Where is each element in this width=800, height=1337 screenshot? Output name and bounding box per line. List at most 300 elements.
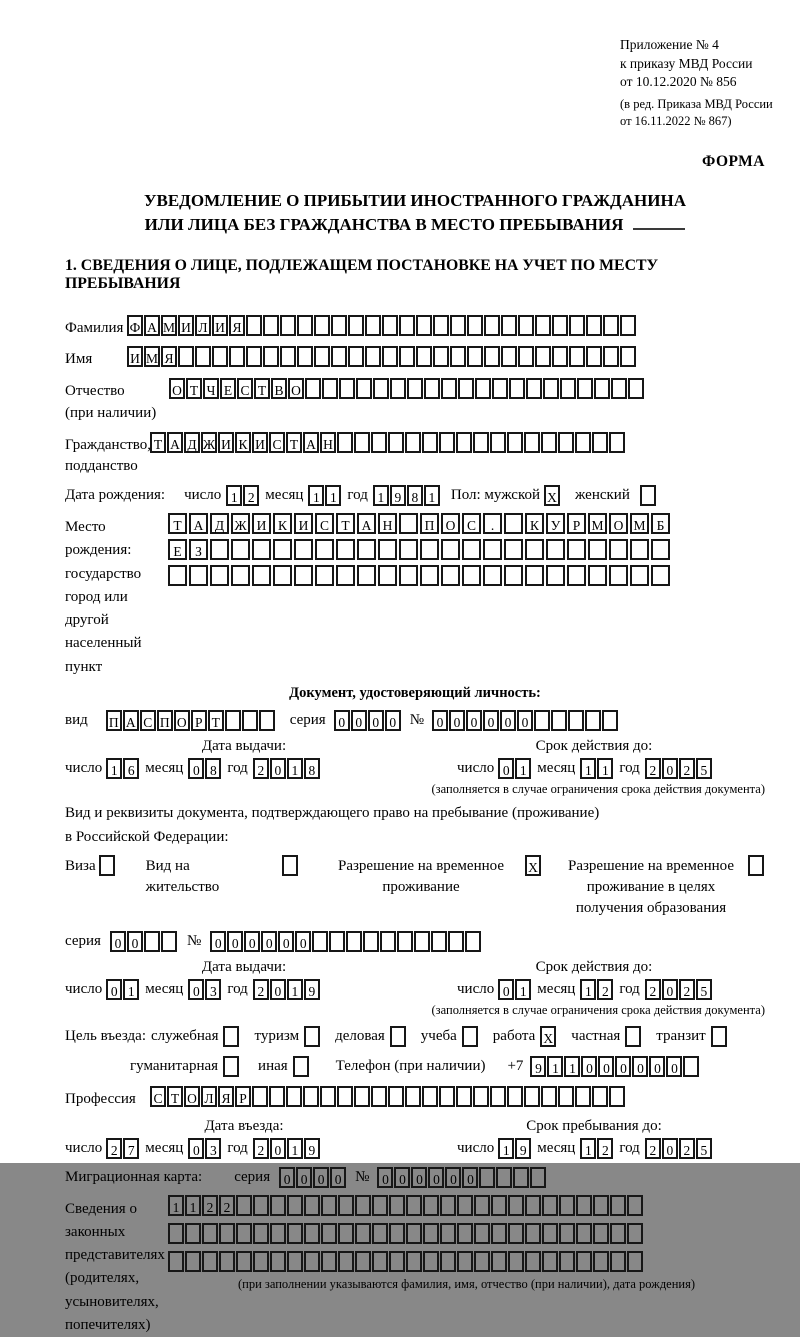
char-cell[interactable]: 1 <box>373 485 389 506</box>
char-cell[interactable] <box>552 346 568 367</box>
char-cell[interactable]: 0 <box>334 710 350 731</box>
char-cell[interactable] <box>282 855 298 876</box>
char-cell[interactable] <box>223 1026 239 1047</box>
char-cell[interactable] <box>406 1251 422 1272</box>
char-cell[interactable] <box>569 315 585 336</box>
char-cell[interactable] <box>483 565 502 586</box>
char-cell[interactable] <box>534 710 550 731</box>
char-cell[interactable] <box>210 539 229 560</box>
char-cell[interactable] <box>270 1195 286 1216</box>
char-cell[interactable] <box>405 1086 421 1107</box>
char-cell[interactable]: 2 <box>106 1138 122 1159</box>
char-cell[interactable] <box>144 931 160 952</box>
char-cell[interactable] <box>575 432 591 453</box>
char-cell[interactable] <box>543 378 559 399</box>
char-cell[interactable]: 0 <box>662 1138 678 1159</box>
char-cell[interactable] <box>462 539 481 560</box>
char-cell[interactable] <box>439 432 455 453</box>
char-cell[interactable] <box>450 315 466 336</box>
char-cell[interactable] <box>253 1223 269 1244</box>
char-cell[interactable]: 1 <box>580 979 596 1000</box>
char-cell[interactable] <box>474 1223 490 1244</box>
char-cell[interactable] <box>304 1195 320 1216</box>
char-cell[interactable] <box>609 1086 625 1107</box>
char-cell[interactable] <box>253 1195 269 1216</box>
char-cell[interactable]: Д <box>210 513 229 534</box>
char-cell[interactable] <box>273 565 292 586</box>
char-cell[interactable]: Т <box>336 513 355 534</box>
char-cell[interactable] <box>651 539 670 560</box>
char-cell[interactable] <box>474 1251 490 1272</box>
char-cell[interactable] <box>492 378 508 399</box>
char-cell[interactable] <box>315 539 334 560</box>
char-cell[interactable]: 1 <box>547 1056 563 1077</box>
char-cell[interactable] <box>212 346 228 367</box>
char-cell[interactable] <box>440 1251 456 1272</box>
char-cell[interactable] <box>491 1195 507 1216</box>
char-cell[interactable]: 1 <box>580 758 596 779</box>
char-cell[interactable] <box>525 1251 541 1272</box>
char-cell[interactable] <box>346 931 362 952</box>
char-cell[interactable]: 1 <box>185 1195 201 1216</box>
char-cell[interactable] <box>609 432 625 453</box>
char-cell[interactable]: X <box>525 855 541 876</box>
char-cell[interactable] <box>321 1223 337 1244</box>
char-cell[interactable]: 0 <box>394 1167 410 1188</box>
char-cell[interactable]: С <box>269 432 285 453</box>
char-cell[interactable]: О <box>169 378 185 399</box>
char-cell[interactable]: 9 <box>304 979 320 1000</box>
char-cell[interactable] <box>280 346 296 367</box>
char-cell[interactable]: 1 <box>325 485 341 506</box>
char-cell[interactable] <box>552 315 568 336</box>
char-cell[interactable] <box>504 513 523 534</box>
char-cell[interactable] <box>422 1086 438 1107</box>
char-cell[interactable] <box>433 315 449 336</box>
char-cell[interactable]: А <box>167 432 183 453</box>
char-cell[interactable] <box>630 539 649 560</box>
char-cell[interactable] <box>484 315 500 336</box>
char-cell[interactable] <box>462 1026 478 1047</box>
char-cell[interactable]: И <box>252 432 268 453</box>
char-cell[interactable]: 2 <box>253 979 269 1000</box>
char-cell[interactable] <box>378 565 397 586</box>
char-cell[interactable] <box>348 346 364 367</box>
char-cell[interactable] <box>273 539 292 560</box>
char-cell[interactable] <box>594 378 610 399</box>
char-cell[interactable] <box>484 346 500 367</box>
char-cell[interactable] <box>388 432 404 453</box>
char-cell[interactable] <box>448 931 464 952</box>
char-cell[interactable]: 0 <box>261 931 277 952</box>
char-cell[interactable]: О <box>184 1086 200 1107</box>
char-cell[interactable] <box>525 539 544 560</box>
char-cell[interactable]: А <box>303 432 319 453</box>
char-cell[interactable] <box>356 378 372 399</box>
char-cell[interactable] <box>304 1026 320 1047</box>
char-cell[interactable] <box>390 1026 406 1047</box>
char-cell[interactable] <box>559 1251 575 1272</box>
char-cell[interactable]: 1 <box>580 1138 596 1159</box>
char-cell[interactable] <box>397 931 413 952</box>
char-cell[interactable]: Р <box>191 710 207 731</box>
char-cell[interactable] <box>399 565 418 586</box>
char-cell[interactable] <box>603 346 619 367</box>
char-cell[interactable]: С <box>237 378 253 399</box>
char-cell[interactable] <box>509 378 525 399</box>
char-cell[interactable] <box>576 1223 592 1244</box>
char-cell[interactable]: 8 <box>407 485 423 506</box>
char-cell[interactable]: 0 <box>432 710 448 731</box>
char-cell[interactable]: 0 <box>270 979 286 1000</box>
char-cell[interactable] <box>223 1056 239 1077</box>
char-cell[interactable]: 5 <box>696 758 712 779</box>
char-cell[interactable]: 3 <box>205 979 221 1000</box>
char-cell[interactable]: 2 <box>645 758 661 779</box>
char-cell[interactable] <box>546 539 565 560</box>
char-cell[interactable] <box>524 1086 540 1107</box>
char-cell[interactable] <box>280 315 296 336</box>
char-cell[interactable]: С <box>140 710 156 731</box>
char-cell[interactable] <box>252 565 271 586</box>
char-cell[interactable]: В <box>271 378 287 399</box>
char-cell[interactable] <box>504 565 523 586</box>
char-cell[interactable] <box>388 1086 404 1107</box>
char-cell[interactable]: 0 <box>295 931 311 952</box>
char-cell[interactable] <box>315 565 334 586</box>
char-cell[interactable] <box>304 1223 320 1244</box>
char-cell[interactable] <box>399 346 415 367</box>
char-cell[interactable] <box>627 1195 643 1216</box>
char-cell[interactable] <box>338 1195 354 1216</box>
char-cell[interactable] <box>263 346 279 367</box>
char-cell[interactable]: Р <box>235 1086 251 1107</box>
char-cell[interactable] <box>501 315 517 336</box>
char-cell[interactable]: 0 <box>278 931 294 952</box>
char-cell[interactable] <box>355 1195 371 1216</box>
char-cell[interactable] <box>202 1251 218 1272</box>
char-cell[interactable] <box>586 346 602 367</box>
char-cell[interactable]: . <box>483 513 502 534</box>
char-cell[interactable]: С <box>315 513 334 534</box>
char-cell[interactable]: 9 <box>515 1138 531 1159</box>
char-cell[interactable] <box>559 1195 575 1216</box>
char-cell[interactable] <box>297 315 313 336</box>
char-cell[interactable] <box>610 1195 626 1216</box>
char-cell[interactable]: И <box>294 513 313 534</box>
char-cell[interactable] <box>490 1086 506 1107</box>
char-cell[interactable] <box>372 1195 388 1216</box>
char-cell[interactable]: Д <box>184 432 200 453</box>
char-cell[interactable] <box>551 710 567 731</box>
char-cell[interactable] <box>627 1223 643 1244</box>
char-cell[interactable]: А <box>123 710 139 731</box>
char-cell[interactable] <box>365 315 381 336</box>
char-cell[interactable] <box>526 378 542 399</box>
char-cell[interactable]: О <box>441 513 460 534</box>
char-cell[interactable]: 2 <box>679 979 695 1000</box>
char-cell[interactable] <box>363 931 379 952</box>
char-cell[interactable]: 9 <box>304 1138 320 1159</box>
char-cell[interactable]: 8 <box>205 758 221 779</box>
char-cell[interactable] <box>348 315 364 336</box>
char-cell[interactable] <box>314 315 330 336</box>
char-cell[interactable] <box>422 432 438 453</box>
char-cell[interactable] <box>210 565 229 586</box>
char-cell[interactable]: 0 <box>445 1167 461 1188</box>
char-cell[interactable] <box>575 1086 591 1107</box>
char-cell[interactable] <box>711 1026 727 1047</box>
char-cell[interactable] <box>620 315 636 336</box>
char-cell[interactable] <box>467 315 483 336</box>
char-cell[interactable] <box>286 1086 302 1107</box>
char-cell[interactable] <box>431 931 447 952</box>
char-cell[interactable] <box>168 1251 184 1272</box>
char-cell[interactable] <box>508 1251 524 1272</box>
char-cell[interactable] <box>337 1086 353 1107</box>
char-cell[interactable] <box>382 315 398 336</box>
char-cell[interactable] <box>219 1223 235 1244</box>
char-cell[interactable]: М <box>630 513 649 534</box>
char-cell[interactable]: М <box>144 346 160 367</box>
char-cell[interactable] <box>483 539 502 560</box>
char-cell[interactable] <box>586 315 602 336</box>
char-cell[interactable] <box>399 315 415 336</box>
char-cell[interactable] <box>99 855 115 876</box>
char-cell[interactable] <box>420 539 439 560</box>
char-cell[interactable]: З <box>189 539 208 560</box>
char-cell[interactable]: 0 <box>106 979 122 1000</box>
char-cell[interactable]: 0 <box>279 1167 295 1188</box>
char-cell[interactable]: 2 <box>645 979 661 1000</box>
char-cell[interactable] <box>168 565 187 586</box>
char-cell[interactable] <box>683 1056 699 1077</box>
char-cell[interactable] <box>189 565 208 586</box>
char-cell[interactable] <box>627 1251 643 1272</box>
char-cell[interactable] <box>185 1251 201 1272</box>
char-cell[interactable] <box>628 378 644 399</box>
char-cell[interactable] <box>231 539 250 560</box>
char-cell[interactable] <box>416 346 432 367</box>
char-cell[interactable]: Т <box>208 710 224 731</box>
char-cell[interactable] <box>462 565 481 586</box>
char-cell[interactable] <box>202 1223 218 1244</box>
char-cell[interactable] <box>541 432 557 453</box>
char-cell[interactable] <box>577 378 593 399</box>
char-cell[interactable] <box>336 565 355 586</box>
char-cell[interactable] <box>378 539 397 560</box>
char-cell[interactable] <box>405 432 421 453</box>
char-cell[interactable] <box>441 378 457 399</box>
char-cell[interactable]: 0 <box>244 931 260 952</box>
char-cell[interactable] <box>424 378 440 399</box>
char-cell[interactable]: О <box>609 513 628 534</box>
char-cell[interactable]: 0 <box>483 710 499 731</box>
char-cell[interactable] <box>287 1195 303 1216</box>
char-cell[interactable]: Т <box>286 432 302 453</box>
char-cell[interactable] <box>389 1223 405 1244</box>
char-cell[interactable]: Т <box>167 1086 183 1107</box>
char-cell[interactable] <box>185 1223 201 1244</box>
char-cell[interactable] <box>178 346 194 367</box>
char-cell[interactable] <box>420 565 439 586</box>
char-cell[interactable]: 2 <box>597 979 613 1000</box>
char-cell[interactable] <box>457 1223 473 1244</box>
char-cell[interactable] <box>357 565 376 586</box>
char-cell[interactable]: 0 <box>110 931 126 952</box>
char-cell[interactable]: К <box>525 513 544 534</box>
char-cell[interactable]: 1 <box>287 979 303 1000</box>
char-cell[interactable]: С <box>462 513 481 534</box>
char-cell[interactable]: 0 <box>330 1167 346 1188</box>
char-cell[interactable]: 6 <box>123 758 139 779</box>
char-cell[interactable] <box>525 565 544 586</box>
char-cell[interactable]: Ж <box>201 432 217 453</box>
char-cell[interactable] <box>508 1195 524 1216</box>
char-cell[interactable]: Т <box>150 432 166 453</box>
char-cell[interactable]: И <box>252 513 271 534</box>
char-cell[interactable] <box>287 1251 303 1272</box>
char-cell[interactable]: 0 <box>188 758 204 779</box>
char-cell[interactable]: М <box>588 513 607 534</box>
char-cell[interactable]: 5 <box>696 1138 712 1159</box>
char-cell[interactable] <box>331 346 347 367</box>
char-cell[interactable]: 1 <box>515 979 531 1000</box>
char-cell[interactable]: 9 <box>530 1056 546 1077</box>
char-cell[interactable]: 1 <box>597 758 613 779</box>
char-cell[interactable]: X <box>540 1026 556 1047</box>
char-cell[interactable] <box>293 1056 309 1077</box>
char-cell[interactable]: Я <box>229 315 245 336</box>
char-cell[interactable] <box>297 346 313 367</box>
char-cell[interactable]: К <box>235 432 251 453</box>
char-cell[interactable]: Т <box>168 513 187 534</box>
char-cell[interactable] <box>246 346 262 367</box>
char-cell[interactable] <box>423 1223 439 1244</box>
char-cell[interactable]: 0 <box>632 1056 648 1077</box>
char-cell[interactable] <box>456 432 472 453</box>
char-cell[interactable]: 1 <box>106 758 122 779</box>
char-cell[interactable]: И <box>127 346 143 367</box>
char-cell[interactable]: X <box>544 485 560 506</box>
char-cell[interactable] <box>465 931 481 952</box>
char-cell[interactable]: 0 <box>500 710 516 731</box>
char-cell[interactable] <box>329 931 345 952</box>
char-cell[interactable] <box>294 539 313 560</box>
char-cell[interactable] <box>479 1167 495 1188</box>
char-cell[interactable]: 0 <box>296 1167 312 1188</box>
char-cell[interactable] <box>242 710 258 731</box>
char-cell[interactable]: 2 <box>219 1195 235 1216</box>
char-cell[interactable]: М <box>161 315 177 336</box>
char-cell[interactable] <box>576 1195 592 1216</box>
char-cell[interactable]: А <box>144 315 160 336</box>
char-cell[interactable]: Т <box>186 378 202 399</box>
char-cell[interactable] <box>259 710 275 731</box>
char-cell[interactable]: И <box>212 315 228 336</box>
char-cell[interactable]: Я <box>218 1086 234 1107</box>
char-cell[interactable] <box>423 1251 439 1272</box>
char-cell[interactable]: Б <box>651 513 670 534</box>
char-cell[interactable] <box>246 315 262 336</box>
char-cell[interactable] <box>542 1223 558 1244</box>
char-cell[interactable] <box>473 432 489 453</box>
char-cell[interactable]: Е <box>220 378 236 399</box>
char-cell[interactable] <box>219 1251 235 1272</box>
char-cell[interactable] <box>380 931 396 952</box>
char-cell[interactable]: Ф <box>127 315 143 336</box>
char-cell[interactable]: Ч <box>203 378 219 399</box>
char-cell[interactable]: Л <box>201 1086 217 1107</box>
char-cell[interactable]: П <box>157 710 173 731</box>
char-cell[interactable] <box>558 432 574 453</box>
char-cell[interactable]: 0 <box>377 1167 393 1188</box>
char-cell[interactable]: 0 <box>270 758 286 779</box>
char-cell[interactable] <box>252 539 271 560</box>
char-cell[interactable] <box>371 432 387 453</box>
char-cell[interactable]: 0 <box>210 931 226 952</box>
char-cell[interactable]: 1 <box>424 485 440 506</box>
char-cell[interactable] <box>416 315 432 336</box>
char-cell[interactable] <box>355 1251 371 1272</box>
char-cell[interactable] <box>610 1251 626 1272</box>
char-cell[interactable] <box>630 565 649 586</box>
char-cell[interactable]: 1 <box>168 1195 184 1216</box>
char-cell[interactable] <box>321 1195 337 1216</box>
char-cell[interactable] <box>593 1251 609 1272</box>
char-cell[interactable] <box>236 1251 252 1272</box>
char-cell[interactable] <box>354 432 370 453</box>
char-cell[interactable]: Ж <box>231 513 250 534</box>
char-cell[interactable] <box>287 1223 303 1244</box>
char-cell[interactable]: Н <box>320 432 336 453</box>
char-cell[interactable] <box>491 1223 507 1244</box>
char-cell[interactable] <box>355 1223 371 1244</box>
char-cell[interactable] <box>640 485 656 506</box>
char-cell[interactable] <box>389 1195 405 1216</box>
char-cell[interactable] <box>568 710 584 731</box>
char-cell[interactable] <box>567 565 586 586</box>
char-cell[interactable] <box>195 346 211 367</box>
char-cell[interactable]: 1 <box>226 485 242 506</box>
char-cell[interactable] <box>588 565 607 586</box>
char-cell[interactable]: 0 <box>598 1056 614 1077</box>
char-cell[interactable] <box>585 710 601 731</box>
char-cell[interactable]: 3 <box>205 1138 221 1159</box>
char-cell[interactable] <box>546 565 565 586</box>
char-cell[interactable] <box>441 565 460 586</box>
char-cell[interactable]: 0 <box>188 979 204 1000</box>
char-cell[interactable] <box>602 710 618 731</box>
char-cell[interactable] <box>312 931 328 952</box>
char-cell[interactable]: 2 <box>253 758 269 779</box>
char-cell[interactable] <box>620 346 636 367</box>
char-cell[interactable] <box>450 346 466 367</box>
char-cell[interactable] <box>475 378 491 399</box>
char-cell[interactable] <box>541 1086 557 1107</box>
char-cell[interactable]: 0 <box>428 1167 444 1188</box>
char-cell[interactable] <box>406 1195 422 1216</box>
char-cell[interactable] <box>525 1223 541 1244</box>
char-cell[interactable] <box>507 1086 523 1107</box>
char-cell[interactable] <box>322 378 338 399</box>
char-cell[interactable]: 1 <box>287 758 303 779</box>
char-cell[interactable]: 2 <box>253 1138 269 1159</box>
char-cell[interactable] <box>440 1223 456 1244</box>
char-cell[interactable]: 1 <box>515 758 531 779</box>
char-cell[interactable]: 0 <box>368 710 384 731</box>
char-cell[interactable] <box>269 1086 285 1107</box>
